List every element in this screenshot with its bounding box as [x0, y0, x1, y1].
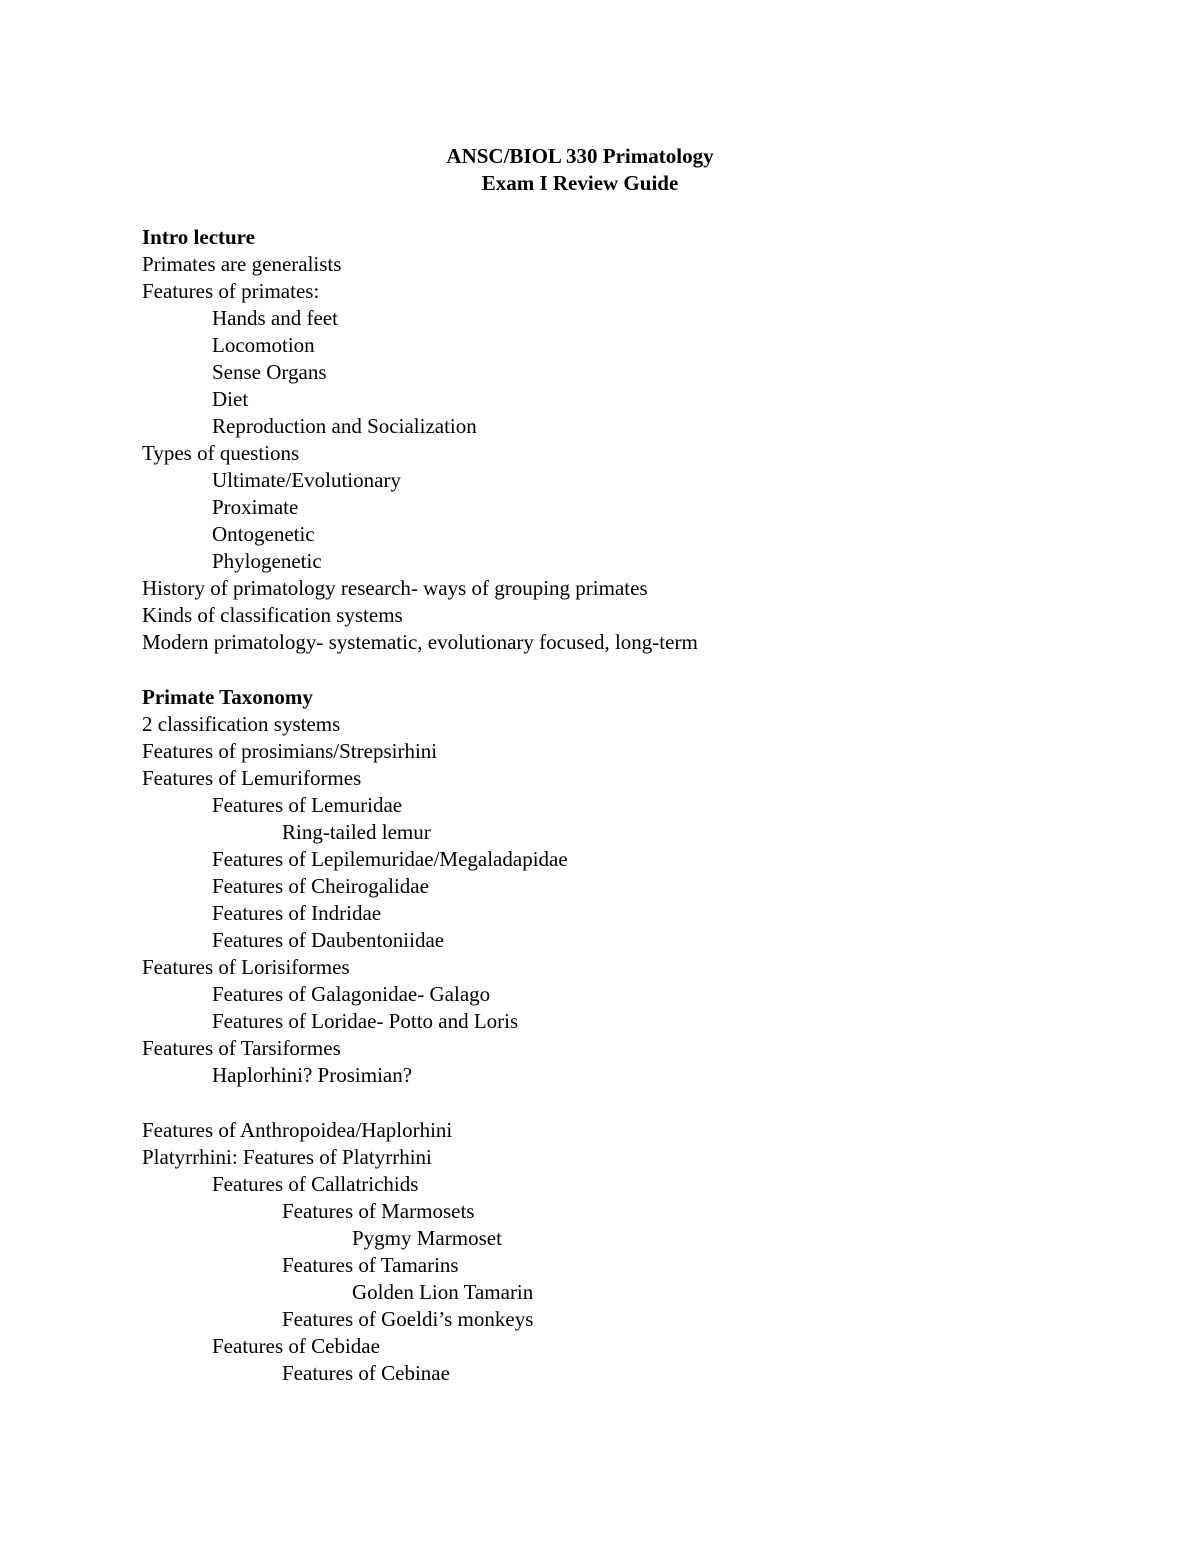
- outline-subitem: Haplorhini? Prosimian?: [212, 1063, 413, 1087]
- outline-subitem: Features of Galagonidae- Galago: [212, 982, 491, 1006]
- outline-subitem: Diet: [212, 387, 249, 411]
- outline-subitem: Locomotion: [212, 333, 315, 357]
- outline-item: Modern primatology- systematic, evolutionary focused, long-term: [142, 630, 698, 654]
- outline-item: Features of prosimians/Strepsirhini: [142, 739, 438, 763]
- taxonomy-heading: Primate Taxonomy: [142, 685, 313, 709]
- anthropoidea-section: [142, 1117, 1142, 1387]
- taxonomy-section: [142, 684, 1142, 1089]
- outline-subsubitem: Features of Goeldi’s monkeys: [282, 1307, 534, 1331]
- outline-item: 2 classification systems: [142, 712, 341, 736]
- outline-subitem: Ultimate/Evolutionary: [212, 468, 401, 492]
- document-title: [0, 143, 1160, 197]
- outline-subitem: Phylogenetic: [212, 549, 322, 573]
- outline-subitem: Features of Indridae: [212, 901, 382, 925]
- course-title: ANSC/BIOL 330 Primatology: [446, 144, 714, 168]
- outline-item: Features of Lemuriformes: [142, 766, 362, 790]
- outline-item: Features of Lorisiformes: [142, 955, 350, 979]
- outline-subitem: Features of Callatrichids: [212, 1172, 419, 1196]
- outline-subitem: Features of Loridae- Potto and Loris: [212, 1009, 519, 1033]
- outline-subitem: Proximate: [212, 495, 299, 519]
- outline-item: Primates are generalists: [142, 252, 342, 276]
- outline-item: Features of Tarsiformes: [142, 1036, 341, 1060]
- outline-item: Features of primates:: [142, 279, 320, 303]
- outline-subsubitem: Features of Cebinae: [282, 1361, 450, 1385]
- outline-subitem: Features of Lemuridae: [212, 793, 403, 817]
- outline-item: History of primatology research- ways of grouping primates: [142, 576, 648, 600]
- outline-item: Features of Anthropoidea/Haplorhini: [142, 1118, 453, 1142]
- outline-subitem: Features of Cheirogalidae: [212, 874, 429, 898]
- outline-item: Platyrrhini: Features of Platyrrhini: [142, 1145, 432, 1169]
- outline-subitem: Hands and feet: [212, 306, 338, 330]
- outline-subitem: Reproduction and Socialization: [212, 414, 477, 438]
- outline-subsubitem: Features of Marmosets: [282, 1199, 475, 1223]
- outline-subsubitem: Ring-tailed lemur: [282, 820, 431, 844]
- outline-subitem: Features of Lepilemuridae/Megaladapidae: [212, 847, 568, 871]
- outline-item: Kinds of classification systems: [142, 603, 403, 627]
- outline-subitem: Features of Cebidae: [212, 1334, 380, 1358]
- outline-subitem: Ontogenetic: [212, 522, 315, 546]
- outline-subsubsubitem: Pygmy Marmoset: [352, 1226, 502, 1250]
- intro-heading: Intro lecture: [142, 225, 255, 249]
- outline-subitem: Features of Daubentoniidae: [212, 928, 445, 952]
- intro-section: [142, 224, 1142, 656]
- outline-subsubsubitem: Golden Lion Tamarin: [352, 1280, 534, 1304]
- outline-item: Types of questions: [142, 441, 300, 465]
- outline-subitem: Sense Organs: [212, 360, 327, 384]
- outline-subsubitem: Features of Tamarins: [282, 1253, 459, 1277]
- guide-title: Exam I Review Guide: [481, 171, 679, 195]
